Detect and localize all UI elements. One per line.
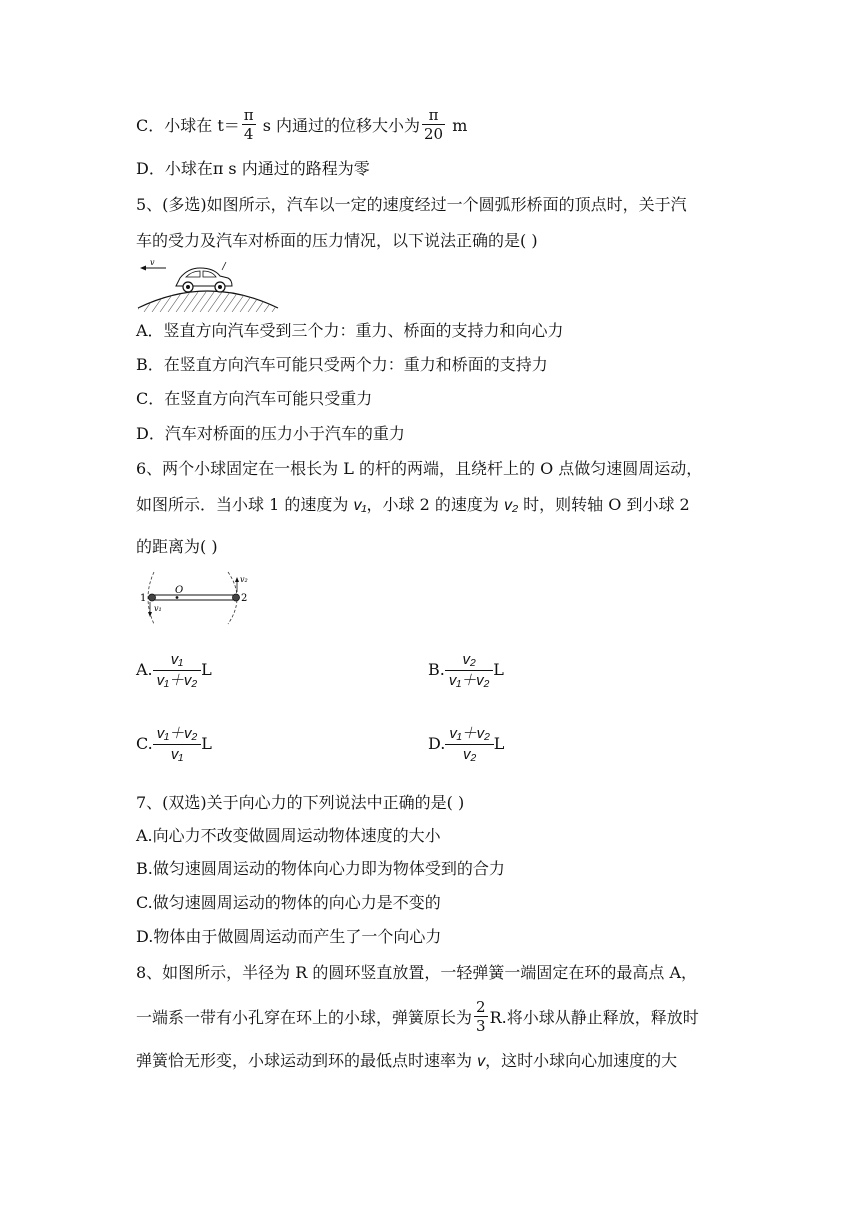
q5-option-a: A．竖直方向汽车受到三个力：重力、桥面的支持力和向心力 <box>136 321 564 340</box>
q4-option-d: D．小球在π s 内通过的路程为零 <box>136 159 370 178</box>
q7-option-d: D.物体由于做圆周运动而产生了一个向心力 <box>136 927 442 946</box>
q7-option-a: A.向心力不改变做圆周运动物体速度的大小 <box>136 826 441 845</box>
q6-option-d: D. $\frac{\text{v₁＋v₂}}{\text{v₂}}$ L <box>428 725 505 763</box>
q5-option-b: B．在竖直方向汽车可能只受两个力：重力和桥面的支持力 <box>136 355 548 374</box>
q8-stem-line1: 8、如图所示，半径为 R 的圆环竖直放置，一轻弹簧一端固定在环的最高点 A， <box>136 963 698 982</box>
q4-fraction-t: $\frac{\pi}{4}$ <box>243 106 254 143</box>
q6-option-a: A. $\frac{\text{v₁}}{\text{v₁＋v₂}}$ L <box>136 651 212 689</box>
q5-option-d: D．汽车对桥面的压力小于汽车的重力 <box>136 424 405 443</box>
q4-fraction-displacement: $\frac{\pi}{20}$ <box>424 106 444 143</box>
q8-fraction-two-thirds: $\frac{2}{3}$ <box>476 998 486 1035</box>
q5-option-c: C．在竖直方向汽车可能只受重力 <box>136 389 373 408</box>
q7-option-b: B.做匀速圆周运动的物体向心力即为物体受到的合力 <box>136 859 505 878</box>
q6-label-v2: v₂ <box>240 575 248 584</box>
q6-stem-line2: 如图所示．当小球 1 的速度为 v₁，小球 2 的速度为 v₂ 时，则转轴 O 到小球 2 <box>136 495 690 514</box>
q6-option-b: B. $\frac{\text{v₂}}{\text{v₁＋v₂}}$ L <box>428 651 504 689</box>
q4-option-c: C．小球在 t＝ $\frac{\pi}{4}$ s 内通过的位移大小为 $\frac{\pi}{20}$ m <box>136 106 468 143</box>
q5-car-bridge-figure <box>136 256 280 312</box>
q6-label-o: O <box>175 585 184 596</box>
q6-option-c: C. $\frac{\text{v₁＋v₂}}{\text{v₁}}$ L <box>136 725 212 763</box>
q6-stem-line3: 的距离为( ) <box>136 537 218 556</box>
q5-velocity-label: v <box>150 258 155 267</box>
q6-option-b-fraction: $\frac{\text{v₂}}{\text{v₁＋v₂}}$ <box>445 650 493 691</box>
q6-stem-line1: 6、两个小球固定在一根长为 L 的杆的两端，且绕杆上的 O 点做匀速圆周运动， <box>136 459 703 478</box>
q6-label-1: 1 <box>140 593 147 604</box>
q6-label-v1: v₁ <box>154 604 162 613</box>
q6-rod-figure <box>138 568 248 630</box>
q8-stem-line2: 一端系一带有小孔穿在环上的小球，弹簧原长为 $\frac{2}{3}$ R.将小球从静止释放，释放时 <box>136 998 699 1035</box>
q5-stem-line1: 5、(多选)如图所示，汽车以一定的速度经过一个圆弧形桥面的顶点时，关于汽 <box>136 195 687 214</box>
q6-option-a-fraction: $\frac{\text{v₁}}{\text{v₁＋v₂}}$ <box>153 650 201 691</box>
q5-stem-line2: 车的受力及汽车对桥面的压力情况，以下说法正确的是( ) <box>136 231 538 250</box>
q6-option-c-fraction: $\frac{\text{v₁＋v₂}}{\text{v₁}}$ <box>153 724 201 765</box>
q7-stem: 7、(双选)关于向心力的下列说法中正确的是( ) <box>136 793 465 812</box>
q6-option-d-fraction: $\frac{\text{v₁＋v₂}}{\text{v₂}}$ <box>445 724 493 765</box>
q6-label-2: 2 <box>241 593 248 604</box>
q8-stem-line3: 弹簧恰无形变，小球运动到环的最低点时速率为 v，这时小球向心加速度的大 <box>136 1051 678 1070</box>
q7-option-c: C.做匀速圆周运动的物体的向心力是不变的 <box>136 893 441 912</box>
